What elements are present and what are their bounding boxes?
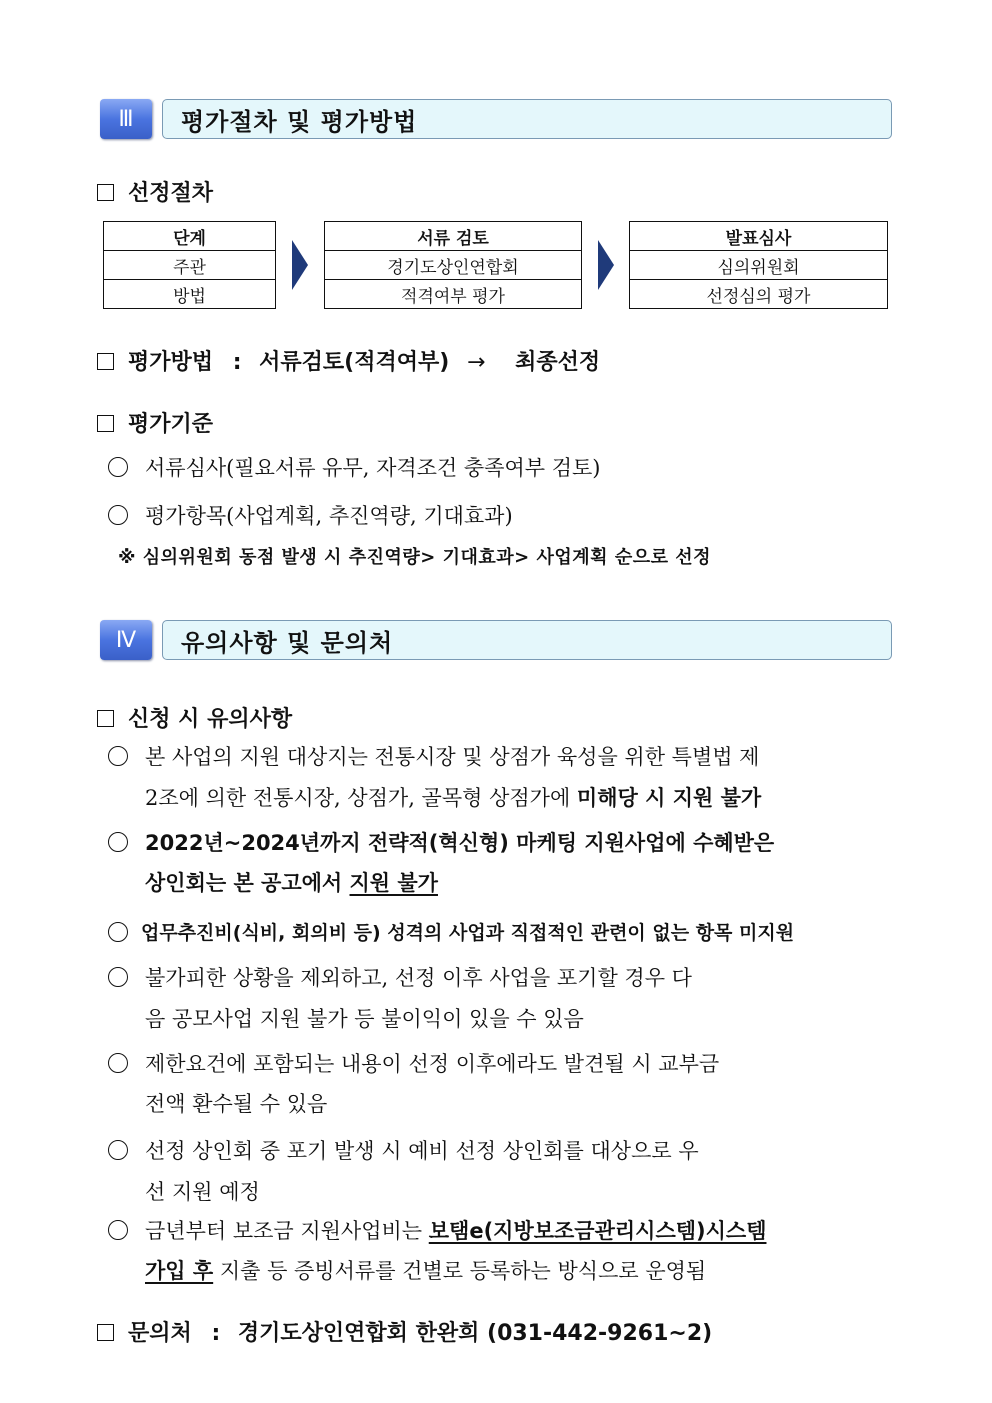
underlined-text: 보탬e(지방보조금관리시스템)시스템 [428, 1219, 767, 1243]
underlined-text: 가입 후 [145, 1259, 214, 1283]
method-heading: 평가방법 : 서류검토(적격여부) → 최종선정 [97, 345, 600, 376]
table-cell: 주관 [104, 251, 276, 280]
notice-item-line: 불가피한 상황을 제외하고, 선정 이후 사업을 포기할 경우 다 [145, 966, 692, 990]
checkbox-square-icon [97, 710, 114, 727]
notice-item-line: 상인회는 본 공고에서 지원 불가 [145, 871, 438, 895]
table-cell: 선정심의 평가 [630, 280, 888, 309]
criteria-note: ※ 심의위원회 동점 발생 시 추진역량> 기대효과> 사업계획 순으로 선정 [118, 547, 712, 568]
circle-bullet-icon [108, 1220, 128, 1240]
section-number-badge: Ⅳ [100, 620, 152, 660]
checkbox-square-icon [97, 1324, 114, 1341]
section-title: 평가절차 및 평가방법 [162, 99, 892, 139]
notice-item-line: 선정 상인회 중 포기 발생 시 예비 선정 상인회를 대상으로 우 [145, 1139, 699, 1163]
step-arrow-icon [596, 238, 616, 292]
notice-item-line: 2022년~2024년까지 전략적(혁신형) 마케팅 지원사업에 수혜받은 [145, 831, 775, 855]
circle-bullet-icon [108, 1053, 128, 1073]
circle-bullet-icon [108, 967, 128, 987]
circle-bullet-icon [108, 1140, 128, 1160]
section-number-badge: Ⅲ [100, 99, 152, 139]
circle-bullet-icon [108, 832, 128, 852]
notice-item-line: 2조에 의한 전통시장, 상점가, 골목형 상점가에 미해당 시 지원 불가 [145, 786, 762, 810]
criteria-item: 서류심사(필요서류 유무, 자격조건 충족여부 검토) [145, 456, 601, 480]
notice-item-line: 음 공모사업 지원 불가 등 불이익이 있을 수 있음 [145, 1007, 584, 1031]
process-table-document-review [324, 221, 582, 309]
notice-item-line: 선 지원 예정 [145, 1180, 260, 1204]
underlined-text: 지원 불가 [349, 871, 438, 895]
table-header-cell: 단계 [104, 222, 276, 251]
circle-bullet-icon [108, 457, 128, 477]
checkbox-square-icon [97, 184, 114, 201]
table-cell: 방법 [104, 280, 276, 309]
table-cell: 적격여부 평가 [325, 280, 582, 309]
notice-item-line: 업무추진비(식비, 회의비 등) 성격의 사업과 직접적인 관련이 없는 항목 미지원 [141, 922, 795, 944]
criteria-heading: 평가기준 [97, 407, 213, 438]
checkbox-square-icon [97, 353, 114, 370]
notice-item-line: 본 사업의 지원 대상지는 전통시장 및 상점가 육성을 위한 특별법 제 [145, 745, 760, 769]
table-header-cell: 서류 검토 [325, 222, 582, 251]
right-arrow-icon: → [466, 350, 486, 375]
notice-heading: 신청 시 유의사항 [97, 702, 292, 733]
emphasis-text: 미해당 시 지원 불가 [576, 786, 762, 810]
notice-item-line: 제한요건에 포함되는 내용이 선정 이후에라도 발견될 시 교부금 [145, 1052, 720, 1076]
checkbox-square-icon [97, 415, 114, 432]
section-title: 유의사항 및 문의처 [162, 620, 892, 660]
table-cell: 경기도상인연합회 [325, 251, 582, 280]
notice-item-line: 가입 후 지출 등 증빙서류를 건별로 등록하는 방식으로 운영됨 [145, 1259, 707, 1283]
table-cell: 심의위원회 [630, 251, 888, 280]
circle-bullet-icon [108, 746, 128, 766]
process-table-presentation [629, 221, 888, 309]
notice-item-line: 금년부터 보조금 지원사업비는 보탬e(지방보조금관리시스템)시스템 [145, 1219, 767, 1243]
step-arrow-icon [290, 238, 310, 292]
criteria-item: 평가항목(사업계획, 추진역량, 기대효과) [145, 504, 513, 528]
circle-bullet-icon [108, 922, 128, 942]
selection-heading: 선정절차 [97, 176, 213, 207]
circle-bullet-icon [108, 505, 128, 525]
notice-item-line: 전액 환수될 수 있음 [145, 1092, 328, 1116]
table-header-cell: 발표심사 [630, 222, 888, 251]
process-table-stage [103, 221, 276, 309]
contact-heading: 문의처 : 경기도상인연합회 한완희 (031-442-9261~2) [97, 1316, 712, 1347]
